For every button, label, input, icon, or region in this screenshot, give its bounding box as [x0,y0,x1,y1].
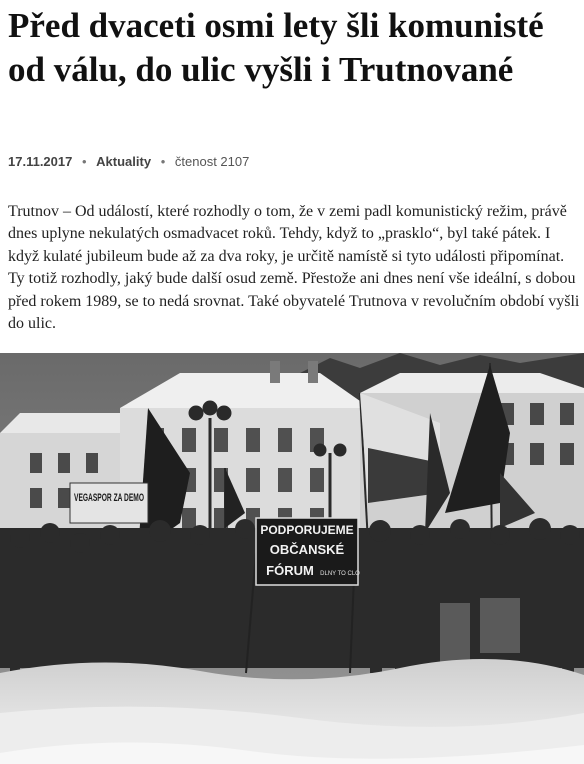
protest-sign-left [70,483,148,523]
banner-line-1: PODPORUJEME [260,523,354,537]
article-date: 17.11.2017 [8,154,73,169]
meta-separator: • [81,154,87,169]
banner-small-text: DLNY TO CLO [320,571,360,577]
article-meta [8,154,249,169]
article-photo [0,353,584,764]
article-title: Před dvaceti osmi lety šli komunisté od válu, do ulic vyšli i Trutnované [8,6,544,89]
banner-line-2: OBČANSKÉ [269,542,345,557]
article-readership: čtenost 2107 [174,154,250,169]
sign-left-text: VEGASPOR ZA DEMO [74,492,145,504]
article-perex: Trutnov – Od událostí, které rozhodly o tom, že v zemi padl komunistický režim, právě dnes uplyne nekulatých osmadvacet roků. Tehdy, když to „prasklo“, byl také pátek. I když kulaté jubileum bude až za dva roky, je určitě namístě si tyto události připomínat. Ty totiž rozhodly, jaký bude další osud země. Přestože ani dnes není vše ideální, s dobou před rokem 1989, se to nedá srovnat. Také obyvatelé Trutnova v revolučním období vyšli do ulic. [8,203,580,333]
meta-separator: • [160,154,166,169]
article-category-link[interactable]: Aktuality [96,154,152,169]
banner-line-3: FÓRUM [266,563,314,578]
